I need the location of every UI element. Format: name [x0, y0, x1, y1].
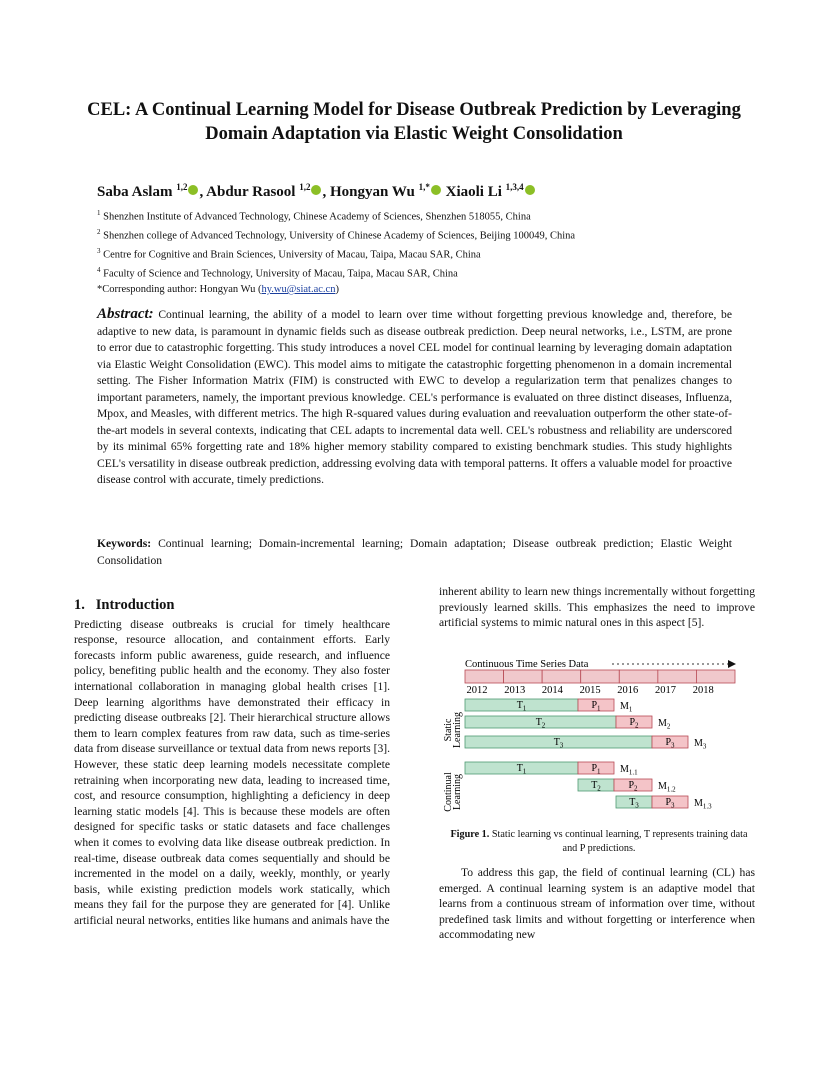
row-label: $P_1$	[591, 700, 601, 713]
orcid-icon[interactable]	[188, 185, 198, 195]
author-list: Saba Aslam $^{1,2}$ , Abdur Rasool $^{1,2}$ , Hongyan Wu $^{1,*}$ Xiaoli Li $^{1,3,4}$	[97, 182, 536, 201]
row-label: $T_3$	[553, 737, 564, 750]
affiliation-text: Shenzhen college of Advanced Technology, University of Chinese Academy of Sciences, Beijing 100049, China	[103, 230, 576, 242]
row-label: $T_2$	[591, 780, 601, 793]
author-affil-sup: 1,*	[418, 182, 430, 192]
model-label: $M_{1.2}$	[658, 781, 676, 794]
learning-rows	[465, 699, 712, 811]
year-labels	[467, 685, 714, 696]
timeline-segment	[619, 670, 658, 683]
affiliation-text: Faculty of Science and Technology, University of Macau, Taipa, Macau SAR, China	[103, 268, 458, 280]
model-label: $M_3$	[694, 738, 707, 751]
intro-paragraph: Predicting disease outbreaks is crucial for timely healthcare response, resource allocation, and containment efforts. Early forecasts inform public awareness, guide research, and influence policy, benefiting public health and the economy. They also foster international collaboration in managing global health crises [1]. Deep learning algorithms have demonstrated their efficacy in predicting disease outbreaks [2]. Their hierarchical structure allows them to learn complex features from raw data, such as time-series data from disease surveillance or textual data from news reports [3]. However, these static deep learning models necessitate complete retraining when incorporating new data, leading to increased time, cost, and resource consumption, highlighting a deficiency in deep learning static models [4]. This is because these models are often designed for specific tasks or static datasets and face challenges when it comes to evolving data like disease outbreak prediction. In real-time, disease outbreak data comes sequentially and should be incremented in the model on a daily, weekly, monthly, or yearly basis, while existing prediction models work statically, which means they fail for the purpose they are generated for [4]. Unlike artificial neural networks, entities like humans and animals have the	[74, 617, 390, 927]
row-label: $T_1$	[516, 700, 527, 713]
year-label: 2015	[579, 685, 601, 696]
affiliations	[97, 206, 575, 298]
row-label: $T_3$	[629, 797, 639, 810]
author-name: Saba Aslam	[97, 184, 173, 200]
intro-right-column-top: inherent ability to learn new things incrementally without forgetting previously learned skills. This emphasizes the need to improve artificial systems to mimic natural ones in this aspect [5].	[439, 585, 755, 630]
section-heading: 1. Introduction	[74, 597, 175, 613]
timeline-segment	[465, 670, 504, 683]
keywords	[97, 536, 732, 569]
author-affil-sup: 1,2	[299, 182, 311, 192]
timeline-segment	[658, 670, 697, 683]
figure-diagram	[438, 652, 758, 820]
figure-header: Continuous Time Series Data	[465, 659, 589, 670]
year-label: 2014	[541, 685, 563, 696]
row-label: $P_3$	[665, 797, 675, 810]
caption-text: Static learning vs continual learning, T represents training data and P predictions.	[491, 829, 748, 854]
abstract-label: Abstract:	[97, 306, 154, 322]
affiliation-line	[97, 206, 575, 225]
affiliation-sup: 2	[97, 228, 101, 236]
corresponding-prefix: *Corresponding author: Hongyan Wu (	[97, 284, 262, 295]
affiliation-text: Centre for Cognitive and Brain Sciences, University of Macau, Taipa, Macau SAR, China	[103, 249, 481, 261]
year-label: 2012	[466, 685, 488, 696]
year-label: 2016	[617, 685, 639, 696]
continual-learning-label	[443, 772, 463, 812]
model-label: $M_{1.3}$	[694, 798, 712, 811]
model-label: $M_{1.1}$	[620, 764, 638, 777]
abstract	[97, 306, 732, 489]
corresponding-suffix: )	[335, 284, 339, 295]
abstract-text: Continual learning, the ability of a model to learn over time without forgetting previous knowledge and, therefore, be adaptive to new data, is paramount in dynamic fields such as disease outbreak prediction. Deep neural networks, i.e., LSTM, are prone to error due to catastrophic forgetting. This study introduces a novel CEL model for continual learning by leveraging domain adaptation via Elastic Weight Consolidation (EWC). This model aims to mitigate the catastrophic forgetting phenomenon in a domain incremental setting. The Fisher Information Matrix (FIM) is constructed with EWC to develop a regularization term that penalizes changes to important parameters, namely, the important previous knowledge. CEL's performance is evaluated on three distinct diseases, Influenza, Mpox, and Measles, with different metrics. The high R-squared values during evaluation and reevaluation outperform the other state-of-the-art models in several contexts, indicating that CEL adapts to incremental data well. CEL's robustness and reliability are underscored by its minimal 65% forgetting rate and 18% higher memory stability compared to existing benchmark studies. This study highlights CEL's versatility in disease outbreak prediction, addressing evolving data with temporal patterns. It offers a valuable model for proactive disease control with accurate, timely predictions.	[97, 308, 732, 486]
affiliation-line	[97, 244, 575, 263]
timeline-segment	[581, 670, 620, 683]
intro-right-column-bottom: To address this gap, the field of continual learning (CL) has emerged. A continual learning system is an adaptive model that learns from a continuous stream of information over time, without predefined task limits and without forgetting or interference when accommodating new	[439, 866, 755, 942]
year-label: 2018	[692, 685, 714, 696]
side-label-line: Continual	[443, 772, 454, 812]
timeline-segment	[696, 670, 735, 683]
model-label: $M_2$	[658, 718, 671, 731]
corresponding-author	[97, 282, 575, 298]
figure-caption	[446, 828, 752, 856]
row-label: $T_1$	[516, 763, 527, 776]
affiliation-sup: 4	[97, 266, 101, 274]
timeline-segment	[504, 670, 543, 683]
year-label: 2017	[655, 685, 676, 696]
row-label: $P_2$	[629, 717, 639, 730]
author-name: Abdur Rasool	[206, 184, 296, 200]
static-learning-label	[443, 712, 463, 748]
model-label: $M_1$	[620, 701, 633, 714]
row-label: $P_3$	[665, 737, 675, 750]
year-label: 2013	[504, 685, 526, 696]
affiliation-text: Shenzhen Institute of Advanced Technology, Chinese Academy of Sciences, Shenzhen 518055, China	[103, 211, 531, 223]
affiliation-sup: 3	[97, 247, 101, 255]
figure-1	[438, 652, 758, 820]
row-label: $P_1$	[591, 763, 601, 776]
keywords-label: Keywords:	[97, 537, 152, 550]
caption-label: Figure 1.	[450, 829, 490, 840]
orcid-icon[interactable]	[525, 185, 535, 195]
affiliation-line	[97, 225, 575, 244]
time-arrow-head	[728, 660, 736, 668]
author-affil-sup: 1,3,4	[505, 182, 524, 192]
paper-title: CEL: A Continual Learning Model for Disease Outbreak Prediction by Leveraging Domain Adaptation via Elastic Weight Consolidation	[87, 100, 741, 144]
row-label: $P_2$	[628, 780, 638, 793]
timeline-segment	[542, 670, 581, 683]
affiliation-line	[97, 263, 575, 282]
intro-left-column	[74, 598, 390, 928]
timeline-bar	[465, 670, 735, 683]
orcid-icon[interactable]	[431, 185, 441, 195]
affiliation-sup: 1	[97, 209, 101, 217]
row-label: $T_2$	[535, 717, 546, 730]
side-label-line: Learning	[452, 773, 463, 811]
author-name: Xiaoli Li	[445, 184, 502, 200]
author-affil-sup: 1,2	[176, 182, 188, 192]
orcid-icon[interactable]	[311, 185, 321, 195]
side-label-line: Learning	[452, 711, 463, 749]
author-name: Hongyan Wu	[329, 184, 415, 200]
email-link[interactable]: hy.wu@siat.ac.cn	[261, 284, 336, 295]
side-label-line: Static	[443, 718, 454, 742]
keywords-text: Continual learning; Domain-incremental learning; Domain adaptation; Disease outbreak prediction; Elastic Weight Consolidation	[97, 537, 732, 567]
